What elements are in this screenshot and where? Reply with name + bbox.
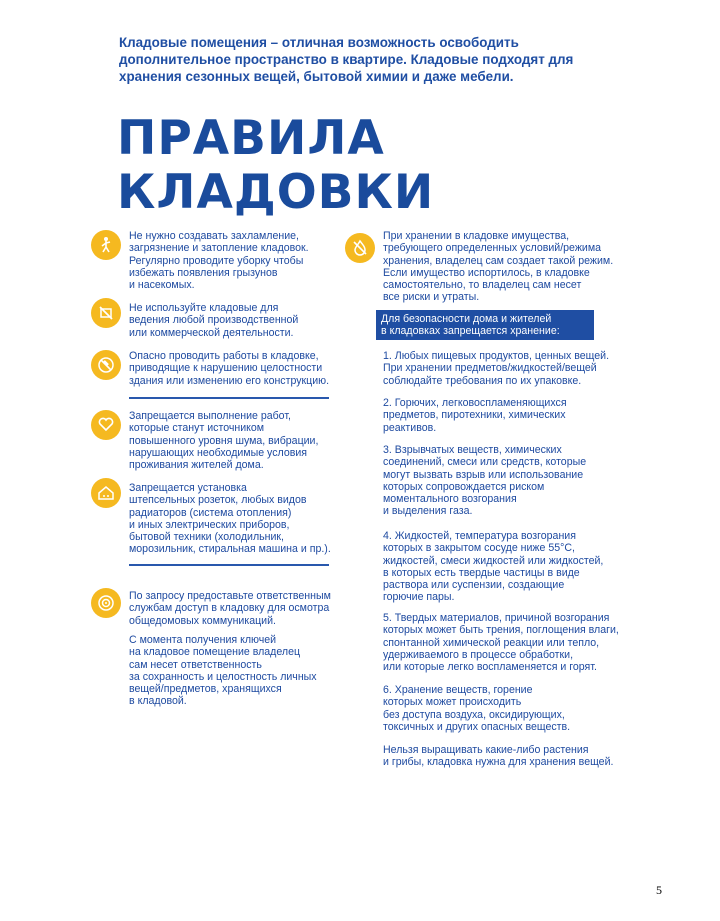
heart-hands-icon xyxy=(91,410,121,440)
rule-no-commerce: Не используйте кладовые для ведения любой производственной или коммерческой деятельности. xyxy=(129,302,299,339)
rule-no-construction: Опасно проводить работы в кладовке, приводящие к нарушению целостности здания или изменению его конструкцию. xyxy=(129,350,330,387)
page-number: 5 xyxy=(656,883,662,897)
rule-access: По запросу предоставьте ответственным службам доступ в кладовку для осмотра общедомовых коммуникаций. xyxy=(129,590,331,627)
forbidden-item-1: 1. Любых пищевых продуктов, ценных вещей. При хранении предметов/жидкостей/вещей соблюдайте требования по их упаковке. xyxy=(383,350,610,387)
storage-conditions-text: При хранении в кладовке имущества, требующего определенных условий/режима хранения, владелец сам создает такой режим. Если имущество испортилось, в кладовке самостоятельно, то владелец сам несет все риски и утраты. xyxy=(383,230,614,304)
no-tools-icon xyxy=(91,298,121,328)
rule-no-electrical: Запрещается установка штепсельных розеток, любых видов радиаторов (система отопления) и иных электрических приборов, бытовой техники (холодильник, морозильник, стиральная машина и пр.). xyxy=(129,482,331,556)
divider xyxy=(129,397,329,399)
forbidden-item-3: 3. Взрывчатых веществ, химических соединений, смеси или средств, которые могут вызвать взрыв или использование которых сопровождается риском моментального возгорания и выделения газа. xyxy=(383,444,587,518)
no-fire-icon xyxy=(345,233,375,263)
forbidden-storage-banner: Для безопасности дома и жителей в кладовках запрещается хранение: xyxy=(376,310,594,340)
no-hammer-icon xyxy=(91,350,121,380)
owner-responsibility-text: С момента получения ключей на кладовое помещение владелец сам несет ответственность за сохранность и целостность личных вещей/предметов, хранящихся в кладовой. xyxy=(129,634,317,708)
closing-note: Нельзя выращивать какие-либо растения и грибы, кладовка нужна для хранения вещей. xyxy=(383,744,614,769)
rule-no-noise: Запрещается выполнение работ, которые станут источником повышенного уровня шума, вибрации, нарушающих необходимые условия проживания жителей дома. xyxy=(129,410,319,472)
divider xyxy=(129,564,329,566)
title-line-2: КЛАДОВКИ xyxy=(117,165,435,220)
cleaning-person-icon xyxy=(91,230,121,260)
forbidden-item-6: 6. Хранение веществ, горение которых может происходить без доступа воздуха, оксидирующих, токсичных и других опасных веществ. xyxy=(383,684,571,733)
target-icon xyxy=(91,588,121,618)
page-title xyxy=(117,112,434,220)
house-plug-icon xyxy=(91,478,121,508)
rule-cleanliness: Не нужно создавать захламление, загрязнение и затопление кладовок. Регулярно проводите уборку чтобы избежать появления грызунов и насекомых. xyxy=(129,230,309,292)
intro-text: Кладовые помещения – отличная возможность освободить дополнительное пространство в квартире. Кладовые подходят для хранения сезонных вещей, бытовой химии и даже мебели. xyxy=(119,35,574,84)
title-line-1: ПРАВИЛА xyxy=(117,111,385,166)
forbidden-item-4: 4. Жидкостей, температура возгорания которых в закрытом сосуде ниже 55°С, жидкостей, смеси жидкостей или жидкостей, в которых есть твердые частицы в виде раствора или суспензии, создающие горючие пары. xyxy=(383,530,604,604)
forbidden-item-2: 2. Горючих, легковоспламеняющихся предметов, пиротехники, химических реактивов. xyxy=(383,397,567,434)
forbidden-item-5: 5. Твердых материалов, причиной возгорания которых может быть трения, поглощения влаги, спонтанной химической реакции или тепло, удерживаемого в процессе обработки, или которые легко воспламеняется и горят. xyxy=(383,612,619,674)
